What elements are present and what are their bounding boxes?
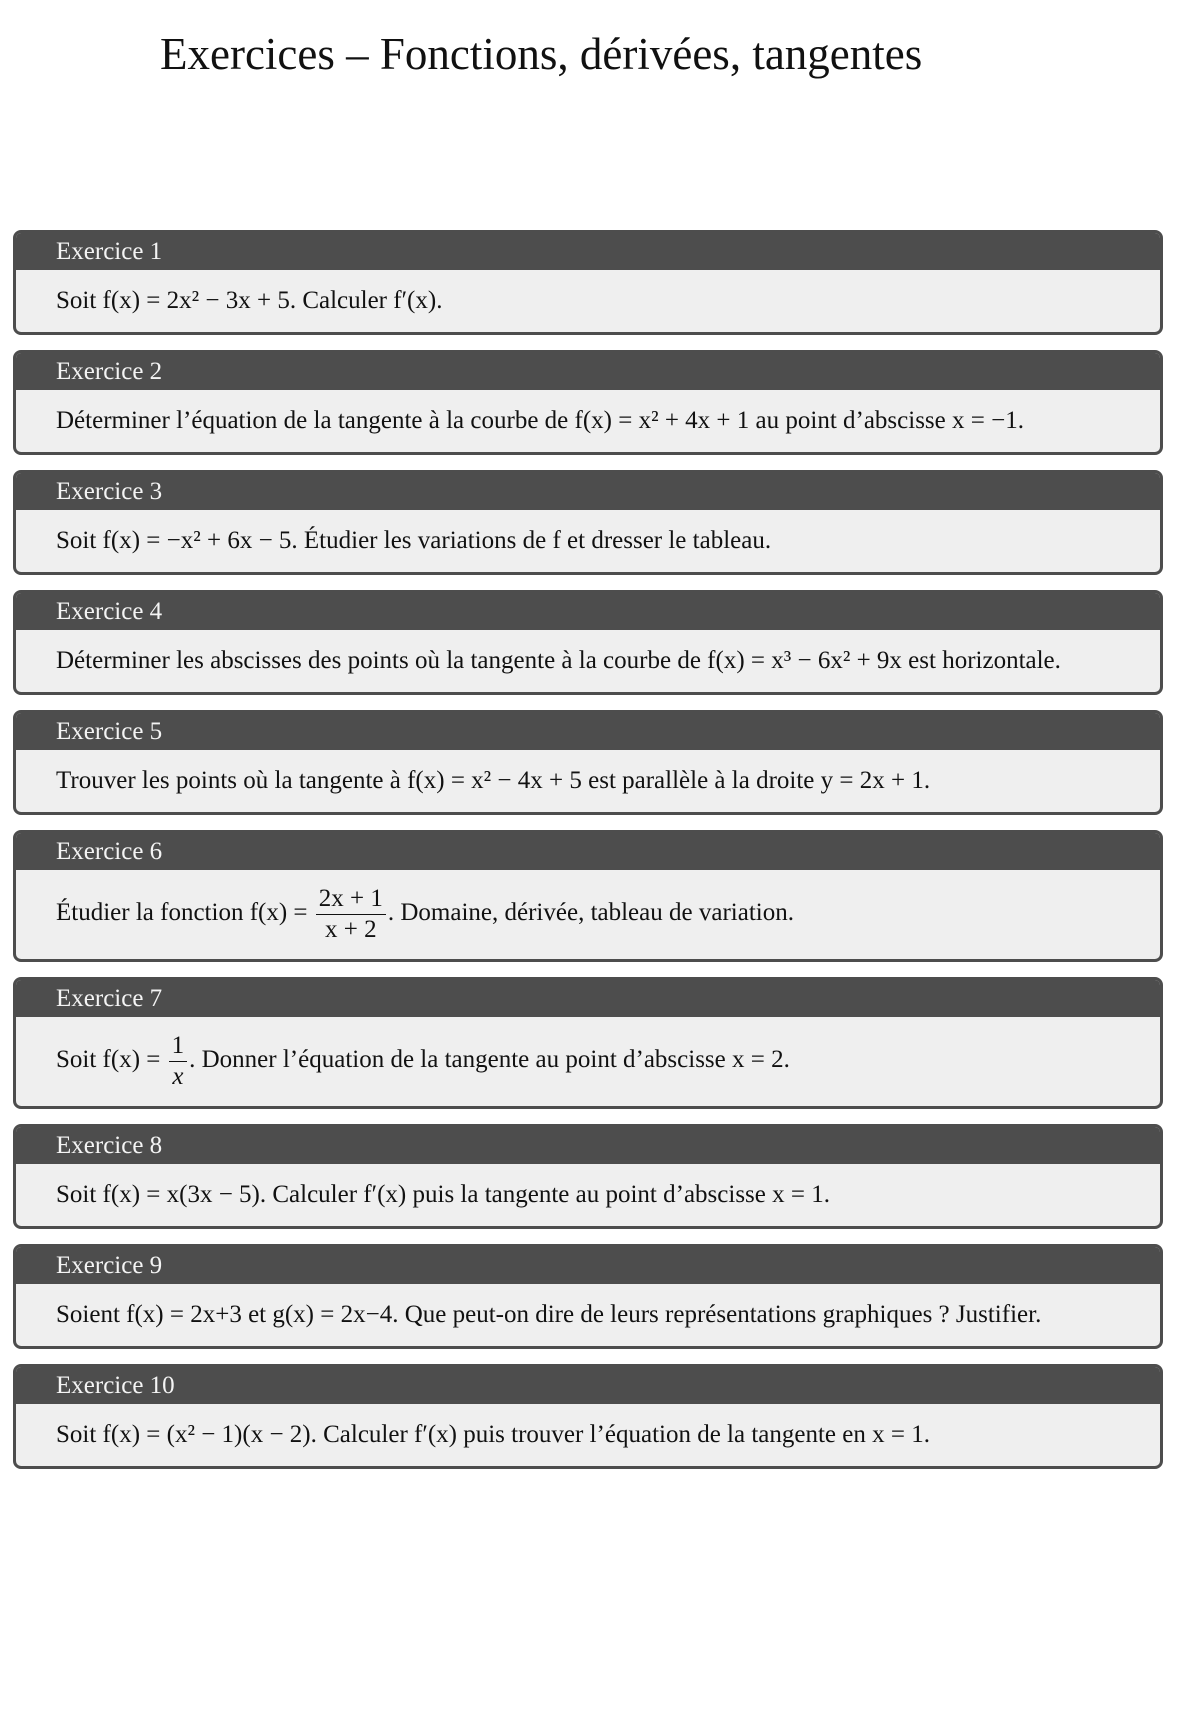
page-title: Exercices – Fonctions, dérivées, tangentes — [160, 29, 923, 79]
exercise-header: Exercice 1 — [16, 233, 1160, 270]
exercise-statement: Soit f(x) = x(3x − 5). Calculer f′(x) puis la tangente au point d’abscisse x = 1. — [56, 1181, 830, 1208]
exercise-card-4 — [13, 590, 1163, 695]
exercise-card-1 — [13, 230, 1163, 335]
fraction — [316, 884, 386, 945]
exercise-header: Exercice 5 — [16, 713, 1160, 750]
exercise-statement: Soient f(x) = 2x+3 et g(x) = 2x−4. Que peut-on dire de leurs représentations graphiques ? Justifier. — [56, 1301, 1042, 1328]
fraction-denominator: x — [172, 1063, 184, 1090]
exercise-card-9 — [13, 1244, 1163, 1349]
statement-text-after: . Donner l’équation de la tangente au point d’abscisse x = 2. — [189, 1046, 790, 1074]
fraction-numerator: 1 — [169, 1031, 188, 1062]
statement-text-before: Étudier la fonction f(x) = — [56, 899, 308, 927]
exercise-header: Exercice 2 — [16, 353, 1160, 390]
exercise-card-6 — [13, 830, 1163, 962]
exercise-card-2 — [13, 350, 1163, 455]
exercise-header: Exercice 6 — [16, 833, 1160, 870]
exercise-header: Exercice 7 — [16, 980, 1160, 1017]
exercise-card-8 — [13, 1124, 1163, 1229]
exercise-statement: Déterminer les abscisses des points où la tangente à la courbe de f(x) = x³ − 6x² + 9x est horizontale. — [56, 647, 1061, 674]
exercise-statement: Soit f(x) = 2x² − 3x + 5. Calculer f′(x). — [56, 287, 443, 314]
exercise-header: Exercice 8 — [16, 1127, 1160, 1164]
statement-text-after: . Domaine, dérivée, tableau de variation. — [387, 899, 794, 927]
exercise-list — [13, 230, 1163, 1484]
exercise-card-7 — [13, 977, 1163, 1109]
exercise-statement: Soit f(x) = −x² + 6x − 5. Étudier les variations de f et dresser le tableau. — [56, 527, 772, 554]
exercise-card-10 — [13, 1364, 1163, 1469]
statement-text-before: Soit f(x) = — [56, 1046, 161, 1074]
exercise-statement: Déterminer l’équation de la tangente à la courbe de f(x) = x² + 4x + 1 au point d’abscisse x = −1. — [56, 407, 1024, 434]
exercise-header: Exercice 3 — [16, 473, 1160, 510]
exercise-header: Exercice 4 — [16, 593, 1160, 630]
exercise-statement — [16, 870, 1160, 959]
exercise-header: Exercice 10 — [16, 1367, 1160, 1404]
fraction-denominator: x + 2 — [325, 916, 377, 943]
exercise-card-5 — [13, 710, 1163, 815]
fraction-numerator: 2x + 1 — [316, 884, 386, 915]
exercise-card-3 — [13, 470, 1163, 575]
exercise-statement: Soit f(x) = (x² − 1)(x − 2). Calculer f′(x) puis trouver l’équation de la tangente en x = 1. — [56, 1421, 930, 1448]
exercise-statement: Trouver les points où la tangente à f(x) = x² − 4x + 5 est parallèle à la droite y = 2x + 1. — [56, 767, 931, 794]
exercise-statement — [16, 1017, 1160, 1106]
fraction — [169, 1031, 188, 1092]
exercise-header: Exercice 9 — [16, 1247, 1160, 1284]
